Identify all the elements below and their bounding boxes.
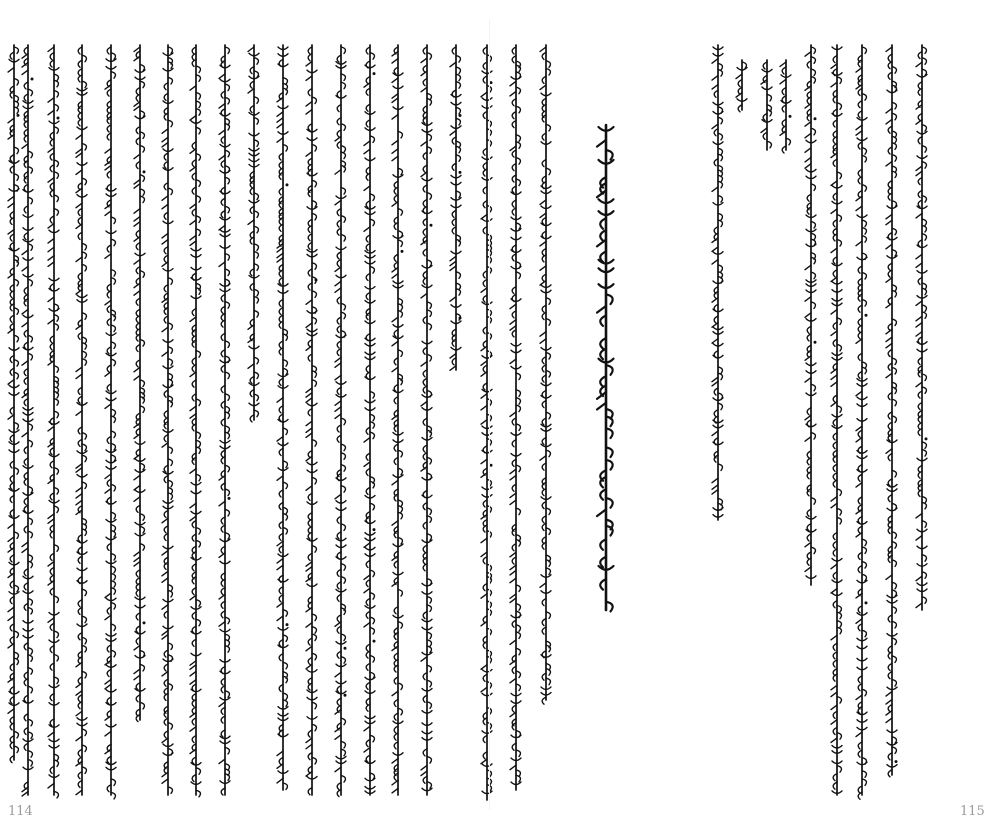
text-column-right-5 [798, 45, 824, 585]
text-column-left-5-script [328, 45, 354, 795]
text-column-left-11 [155, 45, 181, 795]
text-column-left-7 [270, 45, 296, 790]
text-column-left-10-script [183, 45, 209, 795]
text-column-left-1-script [443, 45, 469, 370]
text-column-left-14 [69, 45, 95, 795]
text-column-left-12-script [127, 45, 153, 720]
text-column-left-9-script [212, 45, 238, 795]
text-column-right-1-script [909, 45, 935, 610]
text-column-left-3-script [385, 45, 411, 795]
text-column-left-15-script [41, 45, 67, 795]
text-column-right-10 [586, 125, 626, 610]
text-column-right-11 [533, 45, 559, 700]
text-column-left-4-script [357, 45, 383, 795]
text-column-right-13 [474, 45, 500, 800]
text-column-right-8 [729, 60, 755, 110]
text-column-left-13 [98, 45, 124, 795]
text-column-right-12-script [503, 45, 529, 790]
text-column-right-3-script [849, 45, 875, 795]
right-page [490, 0, 985, 840]
text-column-left-6-script [299, 45, 325, 795]
text-column-right-4-script [824, 45, 850, 795]
text-column-right-13-script [474, 45, 500, 800]
text-column-left-9 [212, 45, 238, 795]
text-column-right-9-script [705, 45, 731, 520]
text-column-left-10 [183, 45, 209, 795]
text-column-left-11-script [155, 45, 181, 795]
text-column-left-5 [328, 45, 354, 795]
text-column-left-2 [414, 45, 440, 795]
text-column-left-17-script [1, 45, 27, 760]
page-gutter [489, 20, 490, 810]
text-column-right-11-script [533, 45, 559, 700]
text-column-right-8-script [729, 60, 755, 110]
text-column-right-5-script [798, 45, 824, 585]
text-column-right-7 [754, 60, 780, 150]
text-column-right-4 [824, 45, 850, 795]
text-column-right-1 [909, 45, 935, 610]
text-column-left-7-script [270, 45, 296, 790]
page-number-left: 114 [8, 804, 33, 819]
text-column-right-3 [849, 45, 875, 795]
text-column-right-2 [879, 45, 905, 775]
text-column-left-17 [1, 45, 27, 760]
text-column-right-10-script [586, 125, 626, 610]
text-column-left-1 [443, 45, 469, 370]
text-column-left-8-script [241, 45, 267, 420]
text-column-left-4 [357, 45, 383, 795]
text-column-right-2-script [879, 45, 905, 775]
text-column-left-2-script [414, 45, 440, 795]
text-column-left-13-script [98, 45, 124, 795]
text-column-right-9 [705, 45, 731, 520]
left-page [0, 0, 490, 840]
text-column-right-12 [503, 45, 529, 790]
text-column-right-7-script [754, 60, 780, 150]
text-column-left-15 [41, 45, 67, 795]
text-column-left-3 [385, 45, 411, 795]
text-column-left-8 [241, 45, 267, 420]
text-column-left-12 [127, 45, 153, 720]
text-column-left-6 [299, 45, 325, 795]
text-column-left-14-script [69, 45, 95, 795]
page-number-right: 115 [960, 804, 985, 819]
